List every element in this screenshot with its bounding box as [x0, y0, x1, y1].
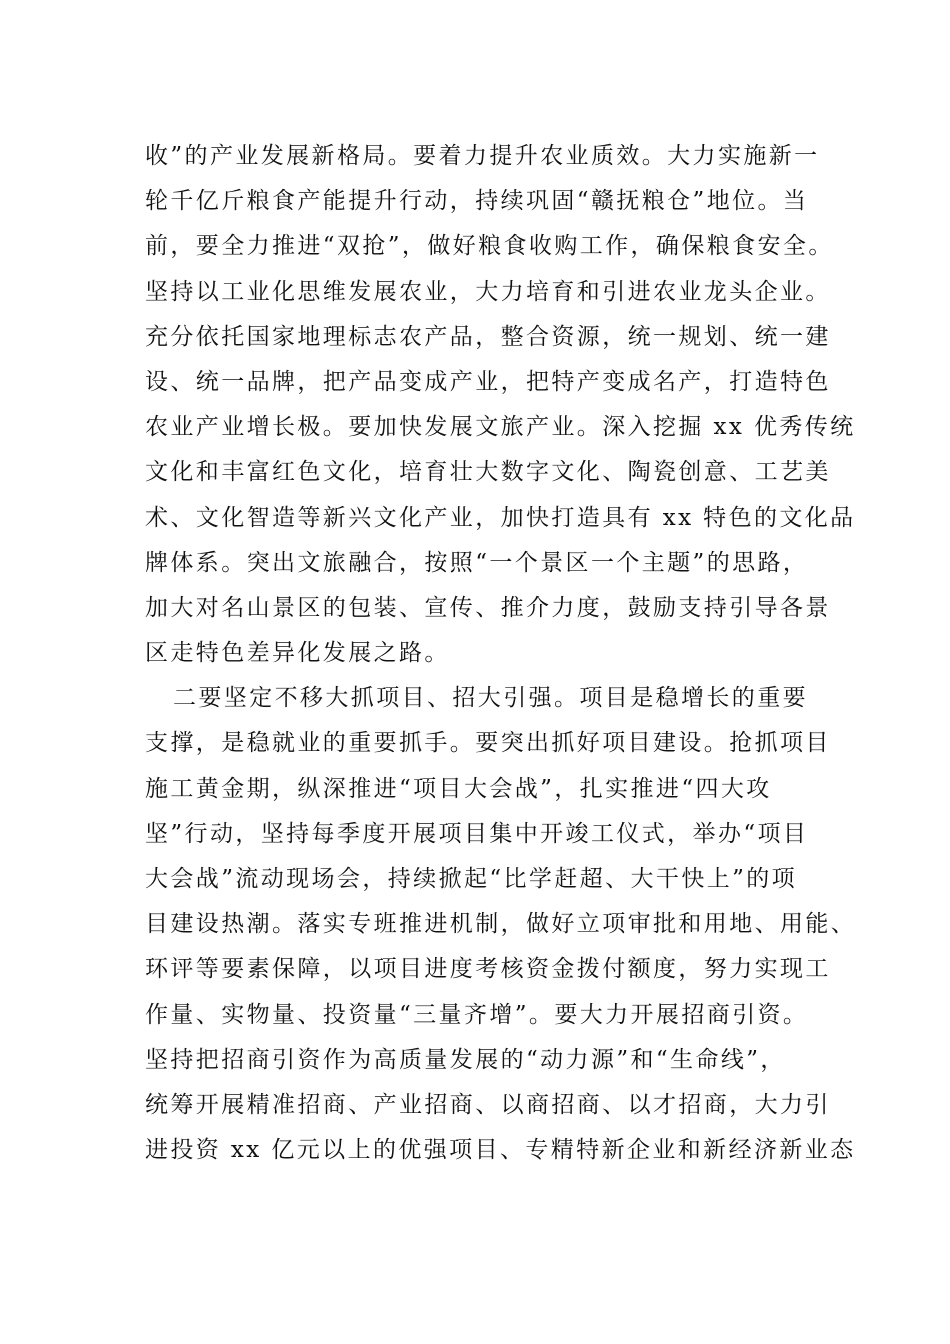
text-line: 前，要全力推进“双抢”，做好粮食收购工作，确保粮食安全。	[145, 233, 834, 260]
paragraph-1	[145, 134, 865, 676]
text-line: 坚持以工业化思维发展农业，大力培育和引进农业龙头企业。	[145, 278, 831, 305]
text-line: 坚”行动，坚持每季度开展项目集中开竣工仪式，举办“项目	[145, 820, 809, 847]
text-line: 农业产业增长极。要加快发展文旅产业。深入挖掘 xx 优秀传统	[145, 414, 856, 441]
text-line: 目建设热潮。落实专班推进机制，做好立项审批和用地、用能、	[145, 911, 857, 938]
text-line: 坚持把招商引资作为高质量发展的“动力源”和“生命线”，	[145, 1046, 786, 1073]
document-body	[145, 134, 865, 1173]
text-line: 充分依托国家地理标志农产品，整合资源，统一规划、统一建	[145, 323, 831, 350]
text-line: 术、文化智造等新兴文化产业，加快打造具有 xx 特色的文化品	[145, 504, 856, 531]
paragraph-2	[145, 676, 865, 1173]
text-line: 进投资 xx 亿元以上的优强项目、专精特新企业和新经济新业态	[145, 1137, 856, 1164]
text-line: 文化和丰富红色文化，培育壮大数字文化、陶瓷创意、工艺美	[145, 459, 831, 486]
text-line: 环评等要素保障，以项目进度考核资金拨付额度，努力实现工	[145, 956, 831, 983]
text-line: 轮千亿斤粮食产能提升行动，持续巩固“赣抚粮仓”地位。当	[145, 188, 809, 215]
text-line: 施工黄金期，纵深推进“项目大会战”，扎实推进“四大攻	[145, 775, 772, 802]
text-line: 区走特色差异化发展之路。	[145, 640, 450, 667]
text-line: 设、统一品牌，把产品变成产业，把特产变成名产，打造特色	[145, 368, 831, 395]
text-line: 作量、实物量、投资量“三量齐增”。要大力开展招商引资。	[145, 1001, 809, 1028]
text-line: 牌体系。突出文旅融合，按照“一个景区一个主题”的思路，	[145, 549, 809, 576]
text-line: 加大对名山景区的包装、宣传、推介力度，鼓励支持引导各景	[145, 594, 831, 621]
text-line: 统筹开展精准招商、产业招商、以商招商、以才招商，大力引	[145, 1091, 831, 1118]
text-line: 二要坚定不移大抓项目、招大引强。项目是稳增长的重要	[173, 685, 808, 712]
text-line: 支撑，是稳就业的重要抓手。要突出抓好项目建设。抢抓项目	[145, 730, 831, 757]
text-line: 大会战”流动现场会，持续掀起“比学赶超、大干快上”的项	[145, 866, 798, 892]
text-line: 收”的产业发展新格局。要着力提升农业质效。大力实施新一	[145, 143, 820, 169]
